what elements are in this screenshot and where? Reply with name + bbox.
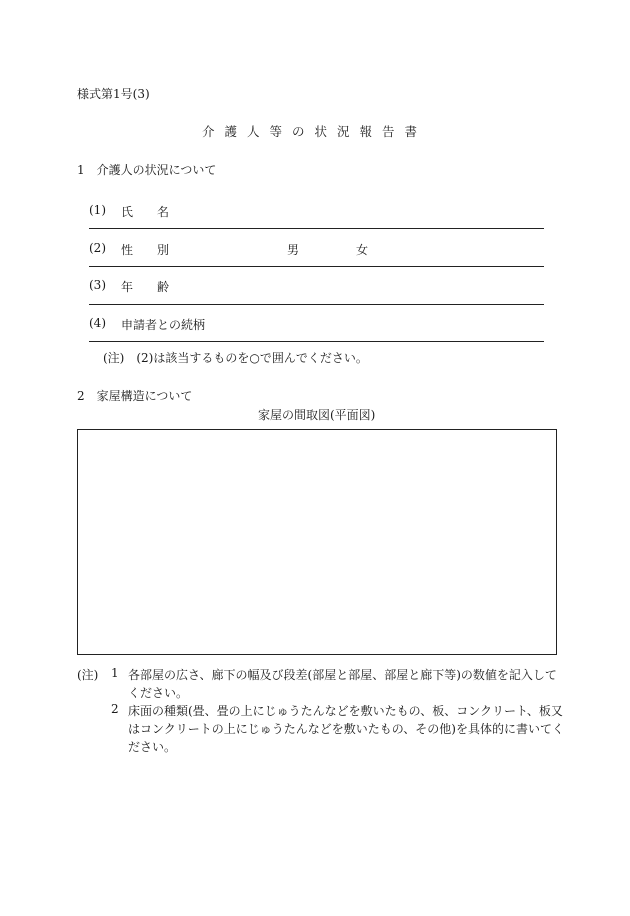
section2-notes-label: (注) bbox=[77, 668, 99, 682]
row-number-sex: (2) bbox=[89, 241, 106, 255]
form-number: 様式第1号(3) bbox=[77, 87, 150, 101]
note-number-2: 2 bbox=[111, 702, 119, 716]
page-title: 介護人等の状況報告書 bbox=[202, 124, 428, 139]
divider-name bbox=[89, 228, 544, 229]
row-number-age: (3) bbox=[89, 278, 106, 292]
option-male[interactable]: 男 bbox=[287, 243, 300, 257]
section1-note: (注) (2)は該当するものを○で囲んでください。 bbox=[103, 351, 368, 365]
label-sex: 性 別 bbox=[121, 243, 170, 257]
label-age: 年 齢 bbox=[121, 280, 170, 294]
label-name: 氏 名 bbox=[121, 205, 170, 219]
row-number-relationship: (4) bbox=[89, 316, 106, 330]
label-relationship: 申請者との続柄 bbox=[121, 318, 206, 332]
divider-age bbox=[89, 304, 544, 305]
option-female[interactable]: 女 bbox=[356, 243, 369, 257]
divider-sex bbox=[89, 266, 544, 267]
note-number-1: 1 bbox=[111, 666, 119, 680]
section1-heading: 1 介護人の状況について bbox=[77, 163, 217, 177]
note-text-2: 床面の種類(畳、畳の上にじゅうたんなどを敷いたもの、板、コンクリート、板又はコンクリートの上にじゅうたんなどを敷いたもの、その他)を具体的に書いてください。 bbox=[128, 704, 564, 754]
floor-plan-caption: 家屋の間取図(平面図) bbox=[258, 408, 376, 422]
row-number-name: (1) bbox=[89, 203, 106, 217]
section2-heading: 2 家屋構造について bbox=[77, 389, 193, 403]
divider-relationship bbox=[89, 341, 544, 342]
floor-plan-area[interactable] bbox=[77, 429, 557, 655]
note-text-1: 各部屋の広さ、廊下の幅及び段差(部屋と部屋、部屋と廊下等)の数値を記入してください。 bbox=[128, 668, 557, 700]
